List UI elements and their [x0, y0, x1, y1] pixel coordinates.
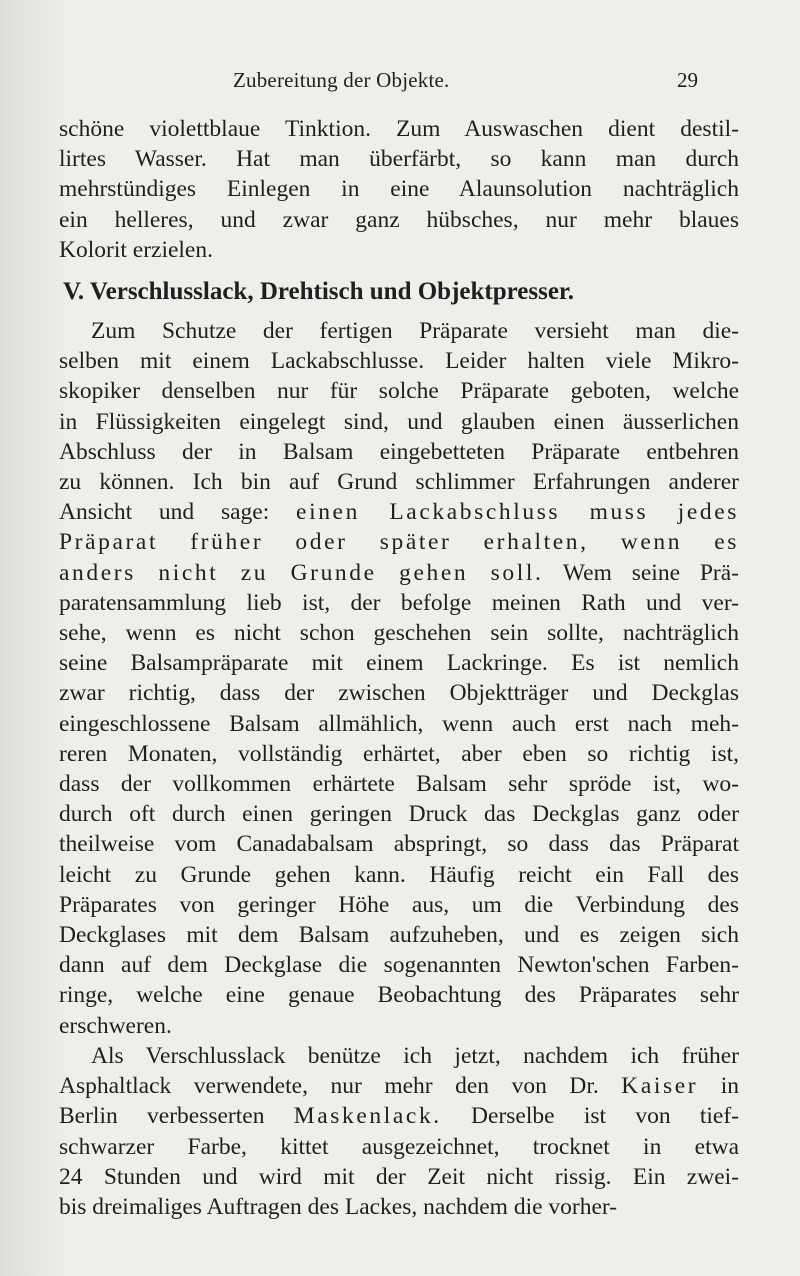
page-header — [0, 68, 800, 98]
text-segment: Derselbe ist von tief- — [441, 1103, 740, 1130]
text-line: theilweise vom Canadabalsam abspringt, so dass das Präparat — [59, 831, 739, 858]
running-head: Zubereitung der Objekte. — [233, 68, 450, 92]
spaced-emphasis: Maskenlack. — [293, 1103, 442, 1130]
text-line: durch oft durch einen geringen Druck das Deckglas ganz oder — [59, 801, 739, 828]
text-line: Abschluss der in Balsam eingebetteten Präparate entbehren — [59, 438, 739, 465]
text-line: 24 Stunden und wird mit der Zeit nicht rissig. Ein zwei- — [59, 1163, 739, 1190]
text-segment: Wem seine Prä- — [543, 559, 739, 586]
text-segment: Ansicht und sage: — [59, 499, 297, 526]
spaced-emphasis: anders nicht zu Grunde gehen soll. — [59, 559, 544, 586]
text-line: dann auf dem Deckglase die sogenannten Newton'schen Farben- — [59, 952, 739, 979]
text-line: leicht zu Grunde gehen kann. Häufig reicht ein Fall des — [59, 861, 739, 888]
text-line: paratensammlung lieb ist, der befolge meinen Rath und ver- — [59, 589, 739, 616]
text-line: schöne violettblaue Tinktion. Zum Auswaschen dient destil- — [59, 116, 739, 142]
text-line — [59, 558, 739, 588]
text-line: erschweren. — [59, 1012, 172, 1039]
text-line: eingeschlossene Balsam allmählich, wenn auch erst nach meh- — [59, 710, 739, 737]
text-line — [59, 1071, 739, 1101]
text-line: schwarzer Farbe, kittet ausgezeichnet, trocknet in etwa — [59, 1133, 739, 1160]
text-line: mehrstündiges Einlegen in eine Alaunsolution nachträglich — [59, 176, 739, 203]
section-heading: V. Verschlusslack, Drehtisch und Objektpresser. — [63, 278, 574, 306]
page-body — [59, 114, 739, 1222]
text-line: ein helleres, und zwar ganz hübsches, nur mehr blaues — [59, 206, 739, 233]
text-line: Als Verschlusslack benütze ich jetzt, nachdem ich früher — [91, 1042, 739, 1069]
text-line: seine Balsampräparate mit einem Lackringe. Es ist nemlich — [59, 650, 739, 677]
page-number: 29 — [677, 68, 698, 92]
text-line: in Flüssigkeiten eingelegt sind, und glauben einen äusserlichen — [59, 408, 739, 435]
text-line — [59, 527, 739, 557]
text-line: skopiker denselben nur für solche Präparate geboten, welche — [59, 378, 739, 405]
text-line — [59, 1101, 739, 1131]
text-line: selben mit einem Lackabschlusse. Leider halten viele Mikro- — [59, 348, 739, 375]
text-line: Deckglases mit dem Balsam aufzuheben, und es zeigen sich — [59, 922, 739, 949]
text-segment: Berlin verbesserten — [59, 1103, 294, 1130]
text-segment: in — [698, 1073, 739, 1100]
text-line: Präparates von geringer Höhe aus, um die Verbindung des — [59, 891, 739, 918]
text-line: Kolorit erzielen. — [59, 236, 213, 263]
spaced-emphasis: Präparat früher oder später erhalten, wenn es — [59, 529, 739, 556]
spaced-emphasis: einen Lackabschluss muss jedes — [296, 499, 739, 526]
text-line: ringe, welche eine genaue Beobachtung des Präparates sehr — [59, 982, 739, 1009]
text-line: reren Monaten, vollständig erhärtet, aber eben so richtig ist, — [59, 740, 739, 767]
text-line: zwar richtig, dass der zwischen Objektträger und Deckglas — [59, 680, 739, 707]
spaced-emphasis: Kaiser — [621, 1073, 699, 1100]
text-segment: Asphaltlack verwendete, nur mehr den von Dr. — [59, 1073, 622, 1100]
text-line: sehe, wenn es nicht schon geschehen sein sollte, nachträglich — [59, 620, 739, 647]
text-line: dass der vollkommen erhärtete Balsam sehr spröde ist, wo- — [59, 771, 739, 798]
text-line — [59, 497, 739, 527]
text-line: Zum Schutze der fertigen Präparate versieht man die- — [91, 318, 739, 345]
text-line: lirtes Wasser. Hat man überfärbt, so kann man durch — [59, 146, 739, 173]
text-line: bis dreimaliges Auftragen des Lackes, nachdem die vorher- — [59, 1193, 618, 1220]
text-line: zu können. Ich bin auf Grund schlimmer Erfahrungen anderer — [59, 469, 739, 496]
